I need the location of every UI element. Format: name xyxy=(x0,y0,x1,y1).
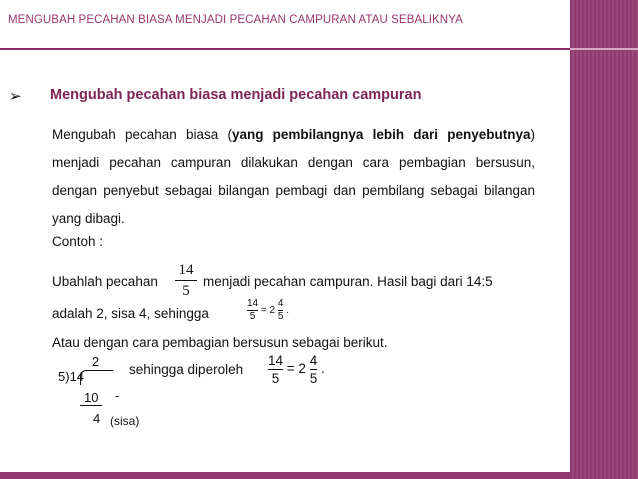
paragraph-part2: ) menjadi pecahan campuran dilakukan dengan cara pembagian bersusun, dengan penyebut sebagai bilangan pembagi dan pembilang sebagai bilangan yang dibagi. xyxy=(52,127,535,226)
result-eq: = 2 xyxy=(286,361,306,377)
example-line1-prefix: Ubahlah pecahan xyxy=(52,274,158,289)
header-divider xyxy=(0,48,570,50)
dividend-row xyxy=(58,369,84,384)
arrow-bullet-icon: ➢ xyxy=(9,88,22,105)
remainder-label: (sisa) xyxy=(110,414,140,428)
result-den: 5 xyxy=(268,369,283,387)
fraction-numerator: 14 xyxy=(178,262,194,278)
result-mix-den: 5 xyxy=(309,371,318,386)
remainder: 4 xyxy=(93,411,101,426)
header-bar xyxy=(0,0,570,48)
fraction-denominator: 5 xyxy=(182,283,190,299)
small-expression xyxy=(247,298,289,323)
paragraph-part1: Mengubah pecahan biasa ( xyxy=(52,127,232,142)
small-end: . xyxy=(286,305,289,317)
example-line1-suffix: menjadi pecahan campuran. Hasil bagi dari 14:5 xyxy=(203,274,493,289)
minus-sign: - xyxy=(115,388,120,403)
paragraph-bold: yang pembilangnya lebih dari penyebutnya xyxy=(231,127,531,142)
division-bracket xyxy=(80,370,113,385)
subtract-value: 10 xyxy=(80,390,102,406)
dividend: 14 xyxy=(69,369,85,384)
fraction-bar xyxy=(175,280,197,281)
quotient: 2 xyxy=(92,354,100,369)
small-den: 5 xyxy=(247,310,258,323)
result-end: . xyxy=(321,361,325,377)
result-mix-num: 4 xyxy=(309,353,318,368)
result-num: 14 xyxy=(268,353,284,368)
example-line3: Atau dengan cara pembagian bersusun sebagai berikut. xyxy=(52,335,388,350)
small-mix-num: 4 xyxy=(277,298,284,309)
explanation-paragraph xyxy=(52,121,535,233)
example-label: Contoh : xyxy=(52,234,104,249)
small-mix-den: 5 xyxy=(277,311,284,322)
small-fraction xyxy=(247,298,258,323)
section-title: Mengubah pecahan biasa menjadi pecahan campuran xyxy=(50,87,422,103)
small-mixed-fraction xyxy=(278,298,284,323)
result-expression xyxy=(268,352,325,387)
divisor: 5) xyxy=(58,369,70,384)
fraction-14-5 xyxy=(175,261,197,300)
small-num: 14 xyxy=(247,298,259,309)
decorative-side-stripe xyxy=(570,0,638,479)
small-eq: = 2 xyxy=(260,305,276,317)
result-fraction xyxy=(268,352,283,387)
bottom-bar xyxy=(0,472,570,479)
example-line2: adalah 2, sisa 4, sehingga xyxy=(52,306,209,321)
side-stripe-accent xyxy=(570,48,638,50)
page-title: MENGUBAH PECAHAN BIASA MENJADI PECAHAN CAMPURAN ATAU SEBALIKNYA xyxy=(8,14,463,26)
result-mixed-fraction xyxy=(310,352,318,387)
result-prefix: sehingga diperoleh xyxy=(129,362,244,377)
